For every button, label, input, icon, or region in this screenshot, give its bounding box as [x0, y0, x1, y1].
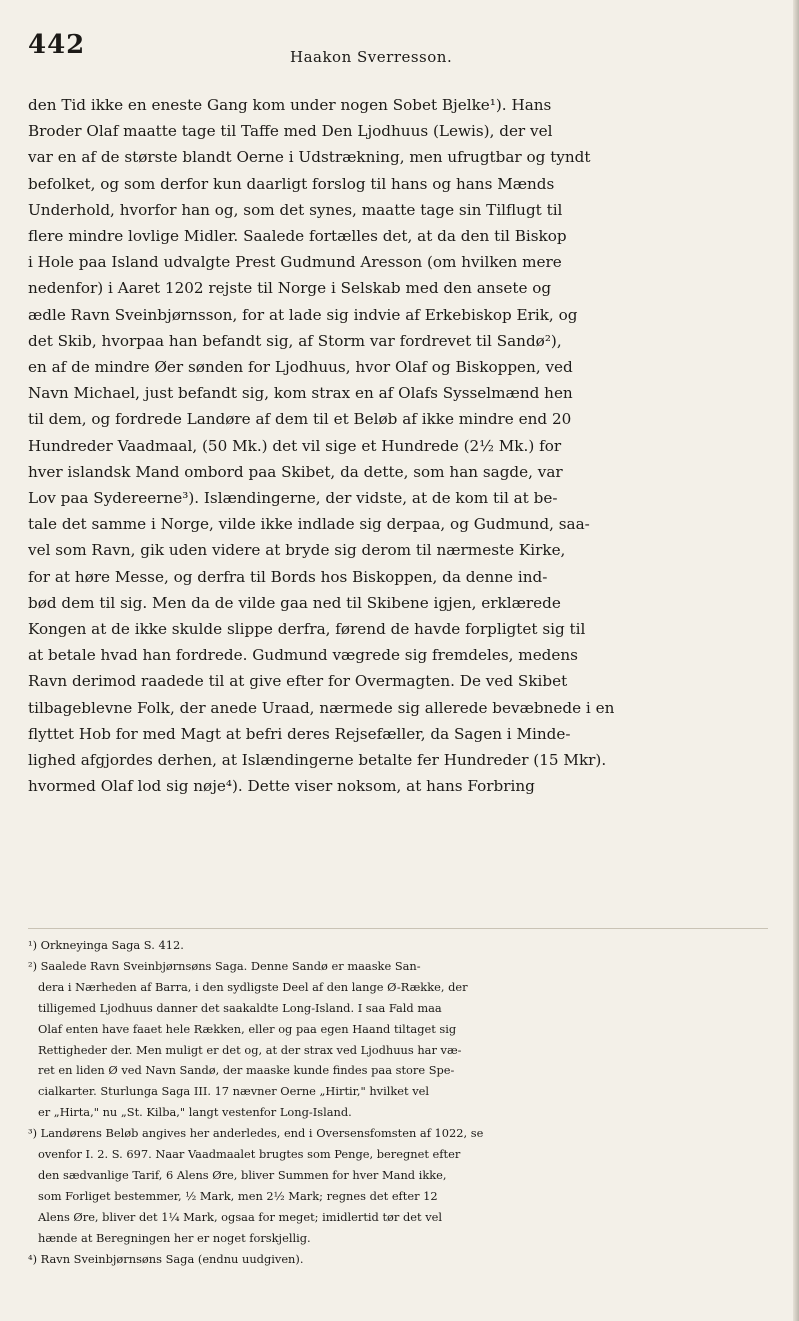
text-line: Broder Olaf maatte tage til Taffe med Den Ljodhuus (Lewis), der vel	[28, 122, 553, 141]
text-line: til dem, og fordrede Landøre af dem til et Beløb af ikke mindre end 20	[28, 410, 572, 429]
text-line: tilbageblevne Folk, der anede Uraad, nærmede sig allerede bevæbnede i en	[28, 698, 615, 717]
text-line: den Tid ikke en eneste Gang kom under nogen Sobet Bjelke¹). Hans	[28, 96, 552, 114]
text-line: hver islandsk Mand ombord paa Skibet, da dette, som han sagde, var	[28, 462, 563, 481]
text-line: Navn Michael, just befandt sig, kom strax en af Olafs Sysselmænd hen	[28, 384, 573, 403]
footnote-line: ret en liden Ø ved Navn Sandø, der maaske kunde findes paa store Spe-	[38, 1063, 455, 1078]
text-line: flere mindre lovlige Midler. Saalede fortælles det, at da den til Biskop	[28, 227, 567, 246]
page-edge-shadow	[793, 0, 799, 1321]
running-head: Haakon Sverresson.	[290, 48, 453, 66]
main-paragraph	[28, 92, 784, 799]
footnote-line: dera i Nærheden af Barra, i den sydligste Deel af den lange Ø-Række, der	[38, 979, 468, 994]
text-line: Lov paa Sydereerne³). Islændingerne, der vidste, at de kom til at be-	[28, 489, 558, 508]
footnote-line: hænde at Beregningen her er noget forskjellig.	[38, 1230, 311, 1245]
page-header	[0, 30, 799, 70]
footnote-line: Olaf enten have faaet hele Rækken, eller og paa egen Haand tiltaget sig	[38, 1021, 457, 1036]
footnote-1: ¹) Orkneyinga Saga S. 412.	[28, 938, 184, 952]
text-line: Underhold, hvorfor han og, som det synes, maatte tage sin Tilflugt til	[28, 200, 563, 219]
text-line: lighed afgjordes derhen, at Islændingerne betalte fer Hundreder (15 Mkr).	[28, 751, 607, 770]
footnote-line: som Forliget bestemmer, ½ Mark, men 2½ Mark; regnes det efter 12	[38, 1188, 438, 1203]
footnote-3: ³) Landørens Beløb angives her anderledes, end i Oversensfomsten af 1022, se	[28, 1126, 484, 1141]
body-text	[28, 92, 784, 799]
footnote-line: Alens Øre, bliver det 1¼ Mark, ogsaa for meget; imidlertid tør det vel	[38, 1209, 443, 1224]
text-line: flyttet Hob for med Magt at befri deres Rejsefæller, da Sagen i Minde-	[28, 724, 571, 743]
text-line: ædle Ravn Sveinbjørnsson, for at lade sig indvie af Erkebiskop Erik, og	[28, 305, 578, 324]
text-line: Kongen at de ikke skulde slippe derfra, førend de havde forpligtet sig til	[28, 620, 586, 639]
text-line: bød dem til sig. Men da de vilde gaa ned til Skibene igjen, erklærede	[28, 593, 561, 612]
text-line: for at høre Messe, og derfra til Bords hos Biskoppen, da denne ind-	[28, 567, 548, 586]
text-line: var en af de største blandt Oerne i Udstrækning, men ufrugtbar og tyndt	[28, 148, 591, 167]
footnote-line: tilligemed Ljodhuus danner det saakaldte Long-Island. I saa Fald maa	[38, 1000, 442, 1015]
text-line: det Skib, hvorpaa han befandt sig, af Storm var fordrevet til Sandø²),	[28, 331, 562, 350]
text-line: hvormed Olaf lod sig nøje⁴). Dette viser noksom, at hans Forbring	[28, 777, 535, 796]
text-line: Ravn derimod raadede til at give efter for Overmagten. De ved Skibet	[28, 672, 568, 691]
text-line: tale det samme i Norge, vilde ikke indlade sig derpaa, og Gudmund, saa-	[28, 515, 590, 534]
text-line: vel som Ravn, gik uden videre at brydе sig derom til nærmeste Kirke,	[28, 541, 566, 560]
text-line: at betale hvad han fordrede. Gudmund vægrede sig fremdeles, medens	[28, 646, 578, 665]
footnote-divider	[28, 928, 768, 929]
text-line: befolket, og som derfor kun daarligt forslog til hans og hans Mænds	[28, 174, 555, 193]
footnote-4: ⁴) Ravn Sveinbjørnsøns Saga (endnu uudgiven).	[28, 1251, 304, 1266]
text-line: Hundreder Vaadmaal, (50 Mk.) det vil sige et Hundrede (2½ Mk.) for	[28, 436, 562, 455]
footnote-line: er „Hirta," nu „St. Kilba," langt vestenfor Long-Island.	[38, 1105, 352, 1120]
footnote-line: cialkarter. Sturlunga Saga III. 17 nævner Oerne „Hirtir," hvilket vel	[38, 1084, 430, 1099]
footnote-line: den sædvanlige Tarif, 6 Alens Øre, bliver Summen for hver Mand ikke,	[38, 1167, 447, 1182]
page-number: 442	[28, 30, 86, 60]
footnotes	[28, 935, 780, 1270]
footnote-line: Rettigheder der. Men muligt er det og, at der strax ved Ljodhuus har væ-	[38, 1042, 462, 1057]
text-line: i Hole paa Island udvalgte Prest Gudmund Aresson (om hvilken mere	[28, 253, 562, 272]
footnote-line: ovenfor I. 2. S. 697. Naar Vaadmaalet brugtes som Penge, beregnet efter	[38, 1147, 461, 1162]
text-line: nedenfor) i Aaret 1202 rejste til Norge i Selskab med den ansete og	[28, 279, 552, 298]
footnote-2: ²) Saalede Ravn Sveinbjørnsøns Saga. Denne Sandø er maaske San-	[28, 958, 421, 973]
text-line: en af de mindre Øer sønden for Ljodhuus, hvor Olaf og Biskoppen, ved	[28, 358, 573, 377]
